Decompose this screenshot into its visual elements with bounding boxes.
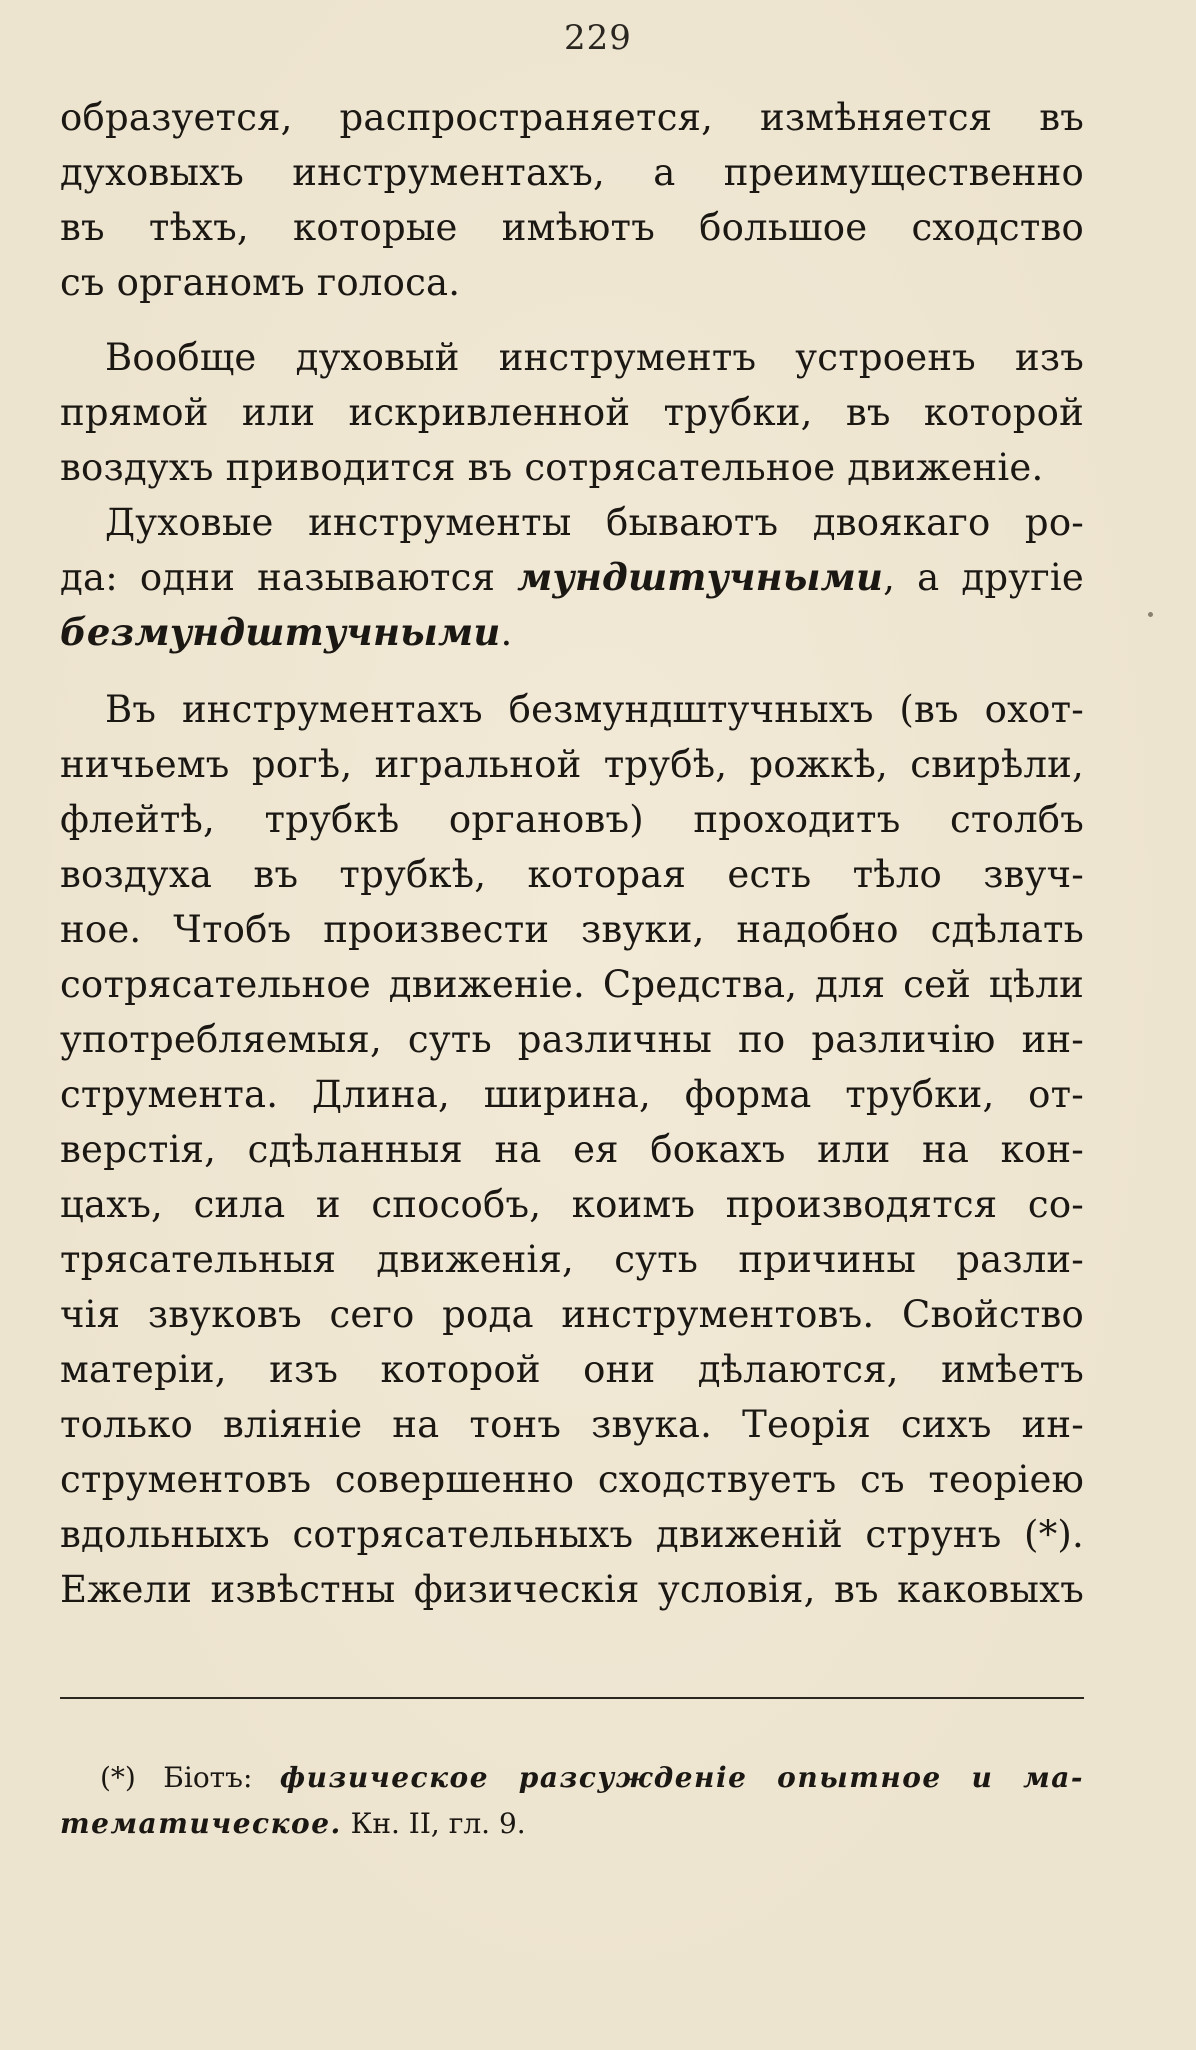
text-line: ное. Чтобъ произвести звуки, надобно сдѣлать xyxy=(60,908,1084,951)
text-line: только вліяніе на тонъ звука. Теорія сихъ ин- xyxy=(60,1403,1084,1446)
body-text xyxy=(60,90,1084,1617)
emphasized-term: безмундштучными xyxy=(60,610,501,654)
text-line: трясательныя движенія, суть причины разли- xyxy=(60,1238,1084,1281)
text-line-mixed xyxy=(60,550,1084,605)
footnote-line xyxy=(100,1755,1084,1801)
paper-speck xyxy=(1148,612,1153,617)
text-line: сотрясательное движеніе. Средства, для сей цѣли xyxy=(60,963,1084,1006)
text-line: вдольныхъ сотрясательныхъ движеній струнъ (*). xyxy=(60,1513,1084,1556)
text-line-mixed xyxy=(60,605,1084,660)
footnote-divider xyxy=(60,1697,1084,1699)
footnote xyxy=(60,1755,1085,1847)
text-line: струмента. Длина, ширина, форма трубки, от- xyxy=(60,1073,1084,1116)
text-line: матеріи, изъ которой они дѣлаются, имѣетъ xyxy=(60,1348,1084,1391)
footnote-title: физическое разсужденіе опытное и ма- xyxy=(279,1761,1085,1794)
text-line: воздухъ приводится въ сотрясательное движеніе. xyxy=(60,446,1044,489)
text-line: Вообще духовый инструментъ устроенъ изъ xyxy=(105,336,1084,379)
text-line: чія звуковъ сего рода инструментовъ. Свойство xyxy=(60,1293,1084,1336)
text-line: Ежели извѣстны физическія условія, въ каковыхъ xyxy=(60,1568,1084,1611)
text-line: духовыхъ инструментахъ, а преимущественно xyxy=(60,151,1084,194)
text-segment: . xyxy=(500,611,513,654)
page-number: 229 xyxy=(564,18,632,58)
text-line: струментовъ совершенно сходствуетъ съ теоріею xyxy=(60,1458,1084,1501)
footnote-line xyxy=(60,1801,1084,1847)
text-line: флейтѣ, трубкѣ органовъ) проходитъ столбъ xyxy=(60,798,1084,841)
text-line: верстія, сдѣланныя на ея бокахъ или на кон- xyxy=(60,1128,1084,1171)
footnote-reference: Кн. II, гл. 9. xyxy=(350,1807,526,1840)
text-line: употребляемыя, суть различны по различію ин- xyxy=(60,1018,1084,1061)
text-line: Въ инструментахъ безмундштучныхъ (въ охот- xyxy=(105,688,1084,731)
text-line: прямой или искривленной трубки, въ которой xyxy=(60,391,1084,434)
text-segment: да: одни называются xyxy=(60,556,496,599)
footnote-author: Біотъ: xyxy=(163,1761,253,1794)
text-line: воздуха въ трубкѣ, которая есть тѣло звуч- xyxy=(60,853,1084,896)
footnote-marker: (*) xyxy=(100,1761,136,1794)
text-line: образуется, распространяется, измѣняется въ xyxy=(60,96,1084,139)
text-line: ничьемъ рогѣ, игральной трубѣ, рожкѣ, свирѣли, xyxy=(60,743,1084,786)
text-line: съ органомъ голоса. xyxy=(60,261,461,304)
text-line: цахъ, сила и способъ, коимъ производятся со- xyxy=(60,1183,1084,1226)
text-line: въ тѣхъ, которые имѣютъ большое сходство xyxy=(60,206,1084,249)
emphasized-term: мундштучными xyxy=(517,555,884,599)
text-line: Духовые инструменты бываютъ двоякаго ро- xyxy=(105,501,1084,544)
text-segment: , а другіе xyxy=(883,556,1084,599)
footnote-title: тематическое. xyxy=(60,1807,342,1840)
